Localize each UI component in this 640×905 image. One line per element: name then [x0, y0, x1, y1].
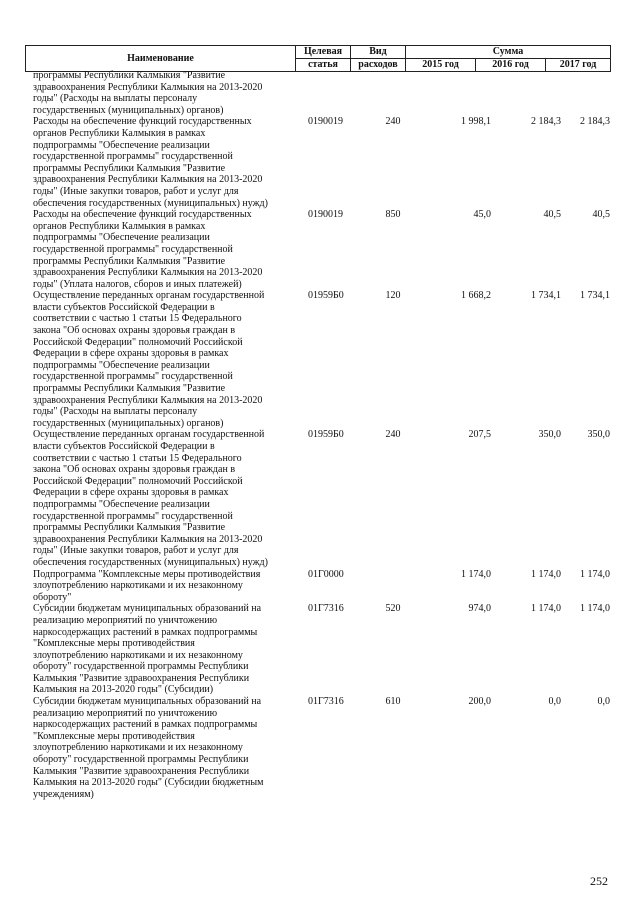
row-name-line: программы Республики Калмыкия "Развитие	[33, 255, 226, 267]
row-name	[33, 603, 291, 696]
row-name	[33, 569, 291, 604]
row-target-article: 01Г7316	[308, 603, 344, 615]
row-name-line: подпрограммы "Обеспечение реализации	[33, 359, 210, 371]
row-name-line: государственной программы" государственной	[33, 371, 233, 383]
row-name-line: соответствии с частью 1 статьи 15 Федерального	[33, 452, 242, 464]
row-sum-2017: 1 174,0	[580, 568, 610, 580]
header-target-article: Целевая	[296, 46, 351, 59]
row-sum-2017: 1 734,1	[580, 290, 610, 302]
row-name-line: обеспечения государственных (муниципальных) нужд)	[33, 556, 268, 568]
row-name-line: органов Республики Калмыкия в рамках	[33, 127, 206, 139]
row-name-line: здравоохранения Республики Калмыкия на 2013-2020	[33, 533, 263, 545]
row-name-line: годы" (Расходы на выплаты персоналу	[33, 93, 198, 105]
row-sum-2016: 0,0	[548, 696, 561, 708]
row-name-line: Подпрограмма "Комплексные меры противодействия	[33, 568, 261, 580]
row-name-line: программы Республики Калмыкия "Развитие	[33, 383, 226, 395]
row-sum-2015: 1 668,2	[461, 290, 491, 302]
table-row	[33, 603, 613, 696]
row-target-article: 01959Б0	[308, 290, 344, 302]
row-name-line: "Комплексные меры противодействия	[33, 638, 195, 650]
row-name-line: Федерации в сфере охраны здоровья в рамках	[33, 348, 229, 360]
table-row	[33, 209, 613, 290]
header-name: Наименование	[26, 46, 296, 72]
row-name-line: реализацию мероприятий по уничтожению	[33, 707, 218, 719]
table-row	[33, 429, 613, 568]
row-name	[33, 429, 291, 568]
header-sum: Сумма	[406, 46, 611, 59]
row-sum-2016: 40,5	[543, 209, 561, 221]
row-name-line: программы Республики Калмыкия "Развитие	[33, 70, 226, 81]
table-header	[25, 45, 611, 72]
row-name	[33, 70, 291, 116]
row-name-line: здравоохранения Республики Калмыкия на 2013-2020	[33, 81, 263, 93]
row-sum-2016: 1 174,0	[531, 603, 561, 615]
row-sum-2017: 2 184,3	[580, 116, 610, 128]
row-sum-2017: 1 174,0	[580, 603, 610, 615]
row-name-line: годы" (Уплата налогов, сборов и иных платежей)	[33, 278, 242, 290]
row-name-line: обороту" государственной программы Республики	[33, 754, 249, 766]
row-target-article: 01Г7316	[308, 696, 344, 708]
row-name-line: здравоохранения Республики Калмыкия на 2013-2020	[33, 174, 263, 186]
row-sum-2015: 200,0	[468, 696, 491, 708]
row-name-line: Федерации в сфере охраны здоровья в рамках	[33, 487, 229, 499]
row-name-line: злоупотреблению наркотиками и их незаконному	[33, 649, 243, 661]
row-sum-2016: 2 184,3	[531, 116, 561, 128]
row-sum-2016: 1 734,1	[531, 290, 561, 302]
row-name-line: Расходы на обеспечение функций государственных	[33, 116, 252, 128]
row-sum-2017: 0,0	[597, 696, 610, 708]
header-year-2016: 2016 год	[476, 59, 546, 72]
row-sum-2015: 207,5	[468, 429, 491, 441]
table-body	[33, 70, 613, 800]
row-target-article: 0190019	[308, 209, 343, 221]
row-name-line: Осуществление переданных органам государственной	[33, 429, 265, 441]
row-name	[33, 116, 291, 209]
row-name-line: закона "Об основах охраны здоровья граждан в	[33, 464, 236, 476]
row-expense-type: 240	[385, 429, 401, 441]
header-year-2015: 2015 год	[406, 59, 476, 72]
row-name-line: подпрограммы "Обеспечение реализации	[33, 232, 210, 244]
row-name-line: государственных (муниципальных) органов)	[33, 417, 224, 429]
row-name-line: органов Республики Калмыкия в рамках	[33, 220, 206, 232]
row-name-line: злоупотреблению наркотиками и их незаконному	[33, 742, 243, 754]
row-name-line: государственной программы" государственной	[33, 510, 233, 522]
row-sum-2015: 45,0	[473, 209, 491, 221]
row-name-line: Калмыкия на 2013-2020 годы" (Субсидии)	[33, 684, 214, 696]
row-name-line: программы Республики Калмыкия "Развитие	[33, 522, 226, 534]
row-name	[33, 290, 291, 429]
row-name-line: власти субъектов Российской Федерации в	[33, 441, 215, 452]
row-name	[33, 209, 291, 290]
table-row	[33, 569, 613, 604]
row-name-line: наркосодержащих растений в рамках подпрограммы	[33, 626, 258, 638]
row-name-line: здравоохранения Республики Калмыкия на 2013-2020	[33, 267, 263, 279]
row-expense-type: 610	[385, 696, 401, 708]
row-expense-type: 520	[385, 603, 401, 615]
row-target-article: 01959Б0	[308, 429, 344, 441]
header-target-article-line2: статья	[296, 59, 351, 72]
row-name-line: реализацию мероприятий по уничтожению	[33, 614, 218, 626]
header-expense-type-line2: расходов	[351, 59, 406, 72]
row-name	[33, 696, 291, 800]
row-name-line: Калмыкия на 2013-2020 годы" (Субсидии бюджетным	[33, 777, 264, 789]
row-sum-2016: 350,0	[538, 429, 561, 441]
header-expense-type: Вид	[351, 46, 406, 59]
row-sum-2015: 1 174,0	[461, 568, 491, 580]
table-row	[33, 696, 613, 800]
row-sum-2017: 350,0	[587, 429, 610, 441]
row-name-line: государственной программы" государственной	[33, 151, 233, 163]
row-target-article: 01Г0000	[308, 568, 344, 580]
row-name-line: подпрограммы "Обеспечение реализации	[33, 139, 210, 151]
row-name-line: обеспечения государственных (муниципальных) нужд)	[33, 197, 268, 209]
row-sum-2016: 1 174,0	[531, 568, 561, 580]
row-sum-2015: 1 998,1	[461, 116, 491, 128]
row-name-line: подпрограммы "Обеспечение реализации	[33, 498, 210, 510]
row-target-article: 0190019	[308, 116, 343, 128]
row-expense-type: 240	[385, 116, 401, 128]
row-name-line: злоупотреблению наркотиками и их незаконному	[33, 580, 243, 592]
row-name-line: годы" (Расходы на выплаты персоналу	[33, 406, 198, 418]
row-sum-2017: 40,5	[592, 209, 610, 221]
row-name-line: Расходы на обеспечение функций государственных	[33, 209, 252, 221]
table-row	[33, 290, 613, 429]
row-name-line: обороту"	[33, 591, 72, 603]
row-name-line: программы Республики Калмыкия "Развитие	[33, 162, 226, 174]
table-row	[33, 116, 613, 209]
row-name-line: государственной программы" государственной	[33, 243, 233, 255]
page-number: 252	[590, 874, 608, 888]
row-name-line: Осуществление переданных органам государственной	[33, 290, 265, 302]
row-name-line: Российской Федерации" полномочий Российской	[33, 336, 243, 348]
row-name-line: Субсидии бюджетам муниципальных образований на	[33, 603, 262, 615]
row-name-line: учреждениям)	[33, 788, 94, 800]
row-name-line: "Комплексные меры противодействия	[33, 730, 195, 742]
row-name-line: годы" (Иные закупки товаров, работ и услуг для	[33, 545, 239, 557]
table-row	[33, 70, 613, 116]
header-year-2017: 2017 год	[546, 59, 611, 72]
row-name-line: Российской Федерации" полномочий Российской	[33, 475, 243, 487]
row-name-line: наркосодержащих растений в рамках подпрограммы	[33, 719, 258, 731]
row-sum-2015: 974,0	[468, 603, 491, 615]
row-name-line: обороту" государственной программы Республики	[33, 661, 249, 673]
row-name-line: Калмыкия "Развитие здравоохранения Республики	[33, 765, 250, 777]
row-name-line: Калмыкия "Развитие здравоохранения Республики	[33, 672, 250, 684]
row-expense-type: 120	[385, 290, 401, 302]
row-name-line: закона "Об основах охраны здоровья граждан в	[33, 325, 236, 337]
row-expense-type: 850	[385, 209, 401, 221]
row-name-line: государственных (муниципальных) органов)	[33, 104, 224, 116]
row-name-line: здравоохранения Республики Калмыкия на 2013-2020	[33, 394, 263, 406]
row-name-line: власти субъектов Российской Федерации в	[33, 301, 215, 313]
row-name-line: годы" (Иные закупки товаров, работ и услуг для	[33, 185, 239, 197]
row-name-line: Субсидии бюджетам муниципальных образований на	[33, 696, 262, 708]
row-name-line: соответствии с частью 1 статьи 15 Федерального	[33, 313, 242, 325]
